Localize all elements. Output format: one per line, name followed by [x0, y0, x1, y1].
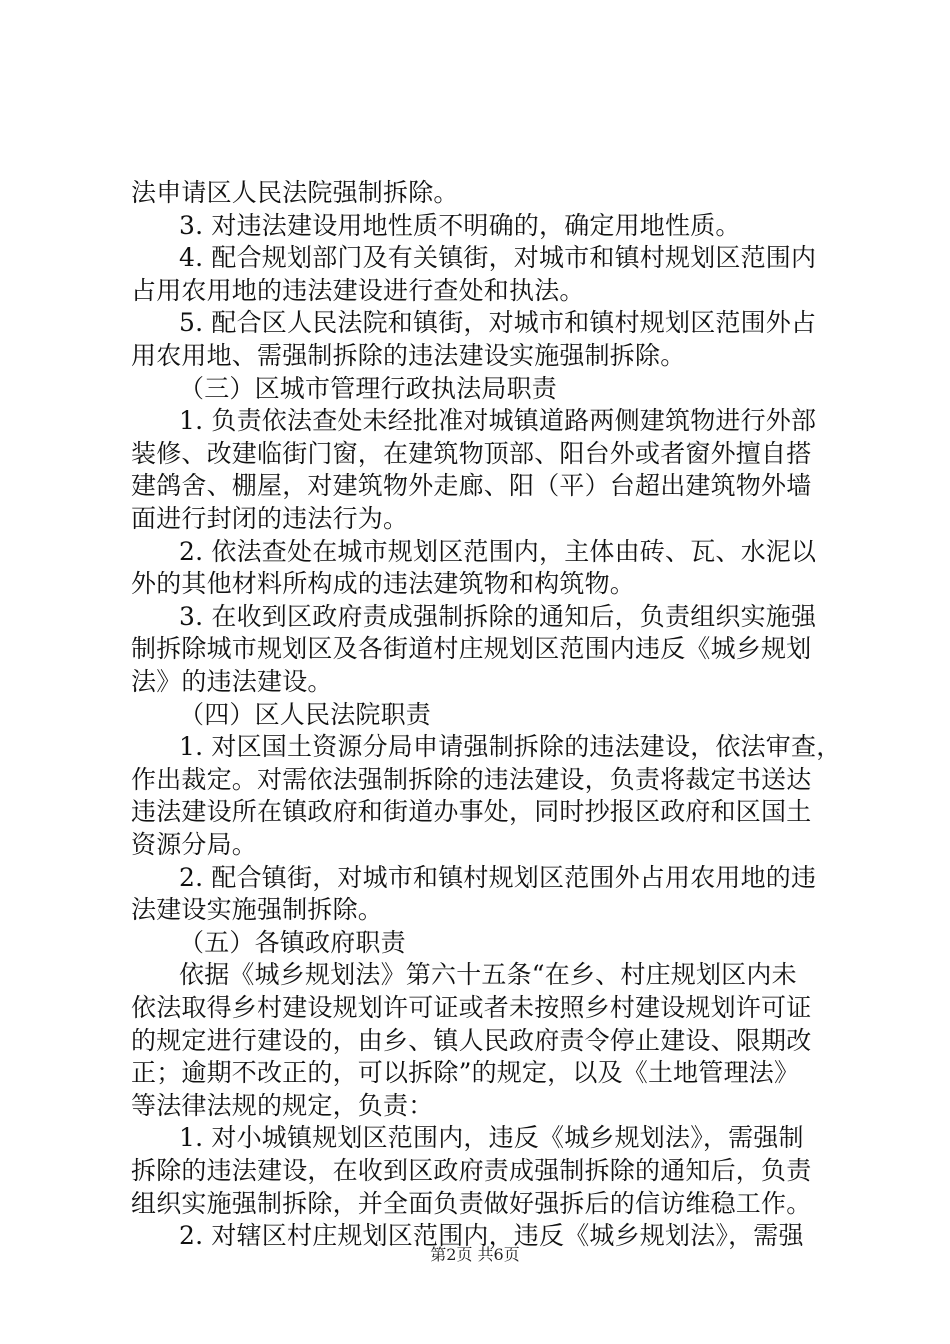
text-line: 装修、改建临街门窗，在建筑物顶部、阳台外或者窗外擅自搭: [131, 438, 812, 468]
text-line: 拆除的违法建设，在收到区政府责成强制拆除的通知后，负责: [131, 1156, 812, 1185]
text-line: 面进行封闭的违法行为。: [131, 504, 409, 533]
text-line: 3. 在收到区政府责成强制拆除的通知后，负责组织实施强: [179, 601, 817, 631]
text-line: 违法建设所在镇政府和街道办事处，同时抄报区政府和区国土: [131, 797, 812, 827]
section-heading: （五）各镇政府职责: [179, 927, 406, 957]
text-line: 法》的违法建设。: [131, 667, 333, 696]
text-line: 1. 对区国土资源分局申请强制拆除的违法建设，依法审查，: [179, 732, 842, 762]
text-line: 1. 负责依法查处未经批准对城镇道路两侧建筑物进行外部: [179, 406, 817, 436]
text-line: 等法律法规的规定，负责：: [131, 1090, 434, 1120]
text-line: 法建设实施强制拆除。: [131, 895, 384, 925]
text-line: 2. 对辖区村庄规划区范围内，违反《城乡规划法》，需强: [179, 1221, 804, 1251]
text-line: 法申请区人民法院强制拆除。: [131, 178, 459, 207]
text-line: 2. 配合镇街，对城市和镇村规划区范围外占用农用地的违: [179, 862, 817, 892]
text-line: 作出裁定。对需依法强制拆除的违法建设，负责将裁定书送达: [131, 764, 812, 794]
text-line: 的规定进行建设的，由乡、镇人民政府责令停止建设、限期改: [131, 1025, 812, 1055]
text-line: 依法取得乡村建设规划许可证或者未按照乡村建设规划许可证: [131, 993, 812, 1022]
text-line: 占用农用地的违法建设进行查处和执法。: [131, 275, 585, 305]
text-line: 制拆除城市规划区及各街道村庄规划区范围内违反《城乡规划: [131, 634, 812, 664]
text-line: 资源分局。: [131, 830, 258, 859]
text-line: 3. 对违法建设用地性质不明确的，确定用地性质。: [179, 210, 741, 240]
text-line: 5. 配合区人民法院和镇街，对城市和镇村规划区范围外占: [179, 308, 817, 338]
text-line: 1. 对小城镇规划区范围内，违反《城乡规划法》，需强制: [179, 1123, 804, 1153]
text-line: 依据《城乡规划法》第六十五条“在乡、村庄规划区内未: [179, 960, 797, 990]
text-line: 4. 配合规划部门及有关镇街，对城市和镇村规划区范围内: [179, 243, 817, 273]
text-line: 建鸽舍、棚屋，对建筑物外走廊、阳（平）台超出建筑物外墙: [131, 471, 812, 501]
text-line: 组织实施强制拆除，并全面负责做好强拆后的信访维稳工作。: [131, 1188, 812, 1218]
page-footer: 第2页 共6页: [430, 1245, 520, 1264]
text-line: 用农用地、需强制拆除的违法建设实施强制拆除。: [131, 341, 686, 370]
section-heading: （四）区人民法院职责: [179, 699, 432, 729]
text-line: 2. 依法查处在城市规划区范围内，主体由砖、瓦、水泥以: [179, 536, 817, 566]
section-heading: （三）区城市管理行政执法局职责: [179, 373, 558, 403]
text-line: 正；逾期不改正的，可以拆除”的规定，以及《土地管理法》: [131, 1058, 800, 1088]
text-line: 外的其他材料所构成的违法建筑物和构筑物。: [131, 569, 636, 599]
